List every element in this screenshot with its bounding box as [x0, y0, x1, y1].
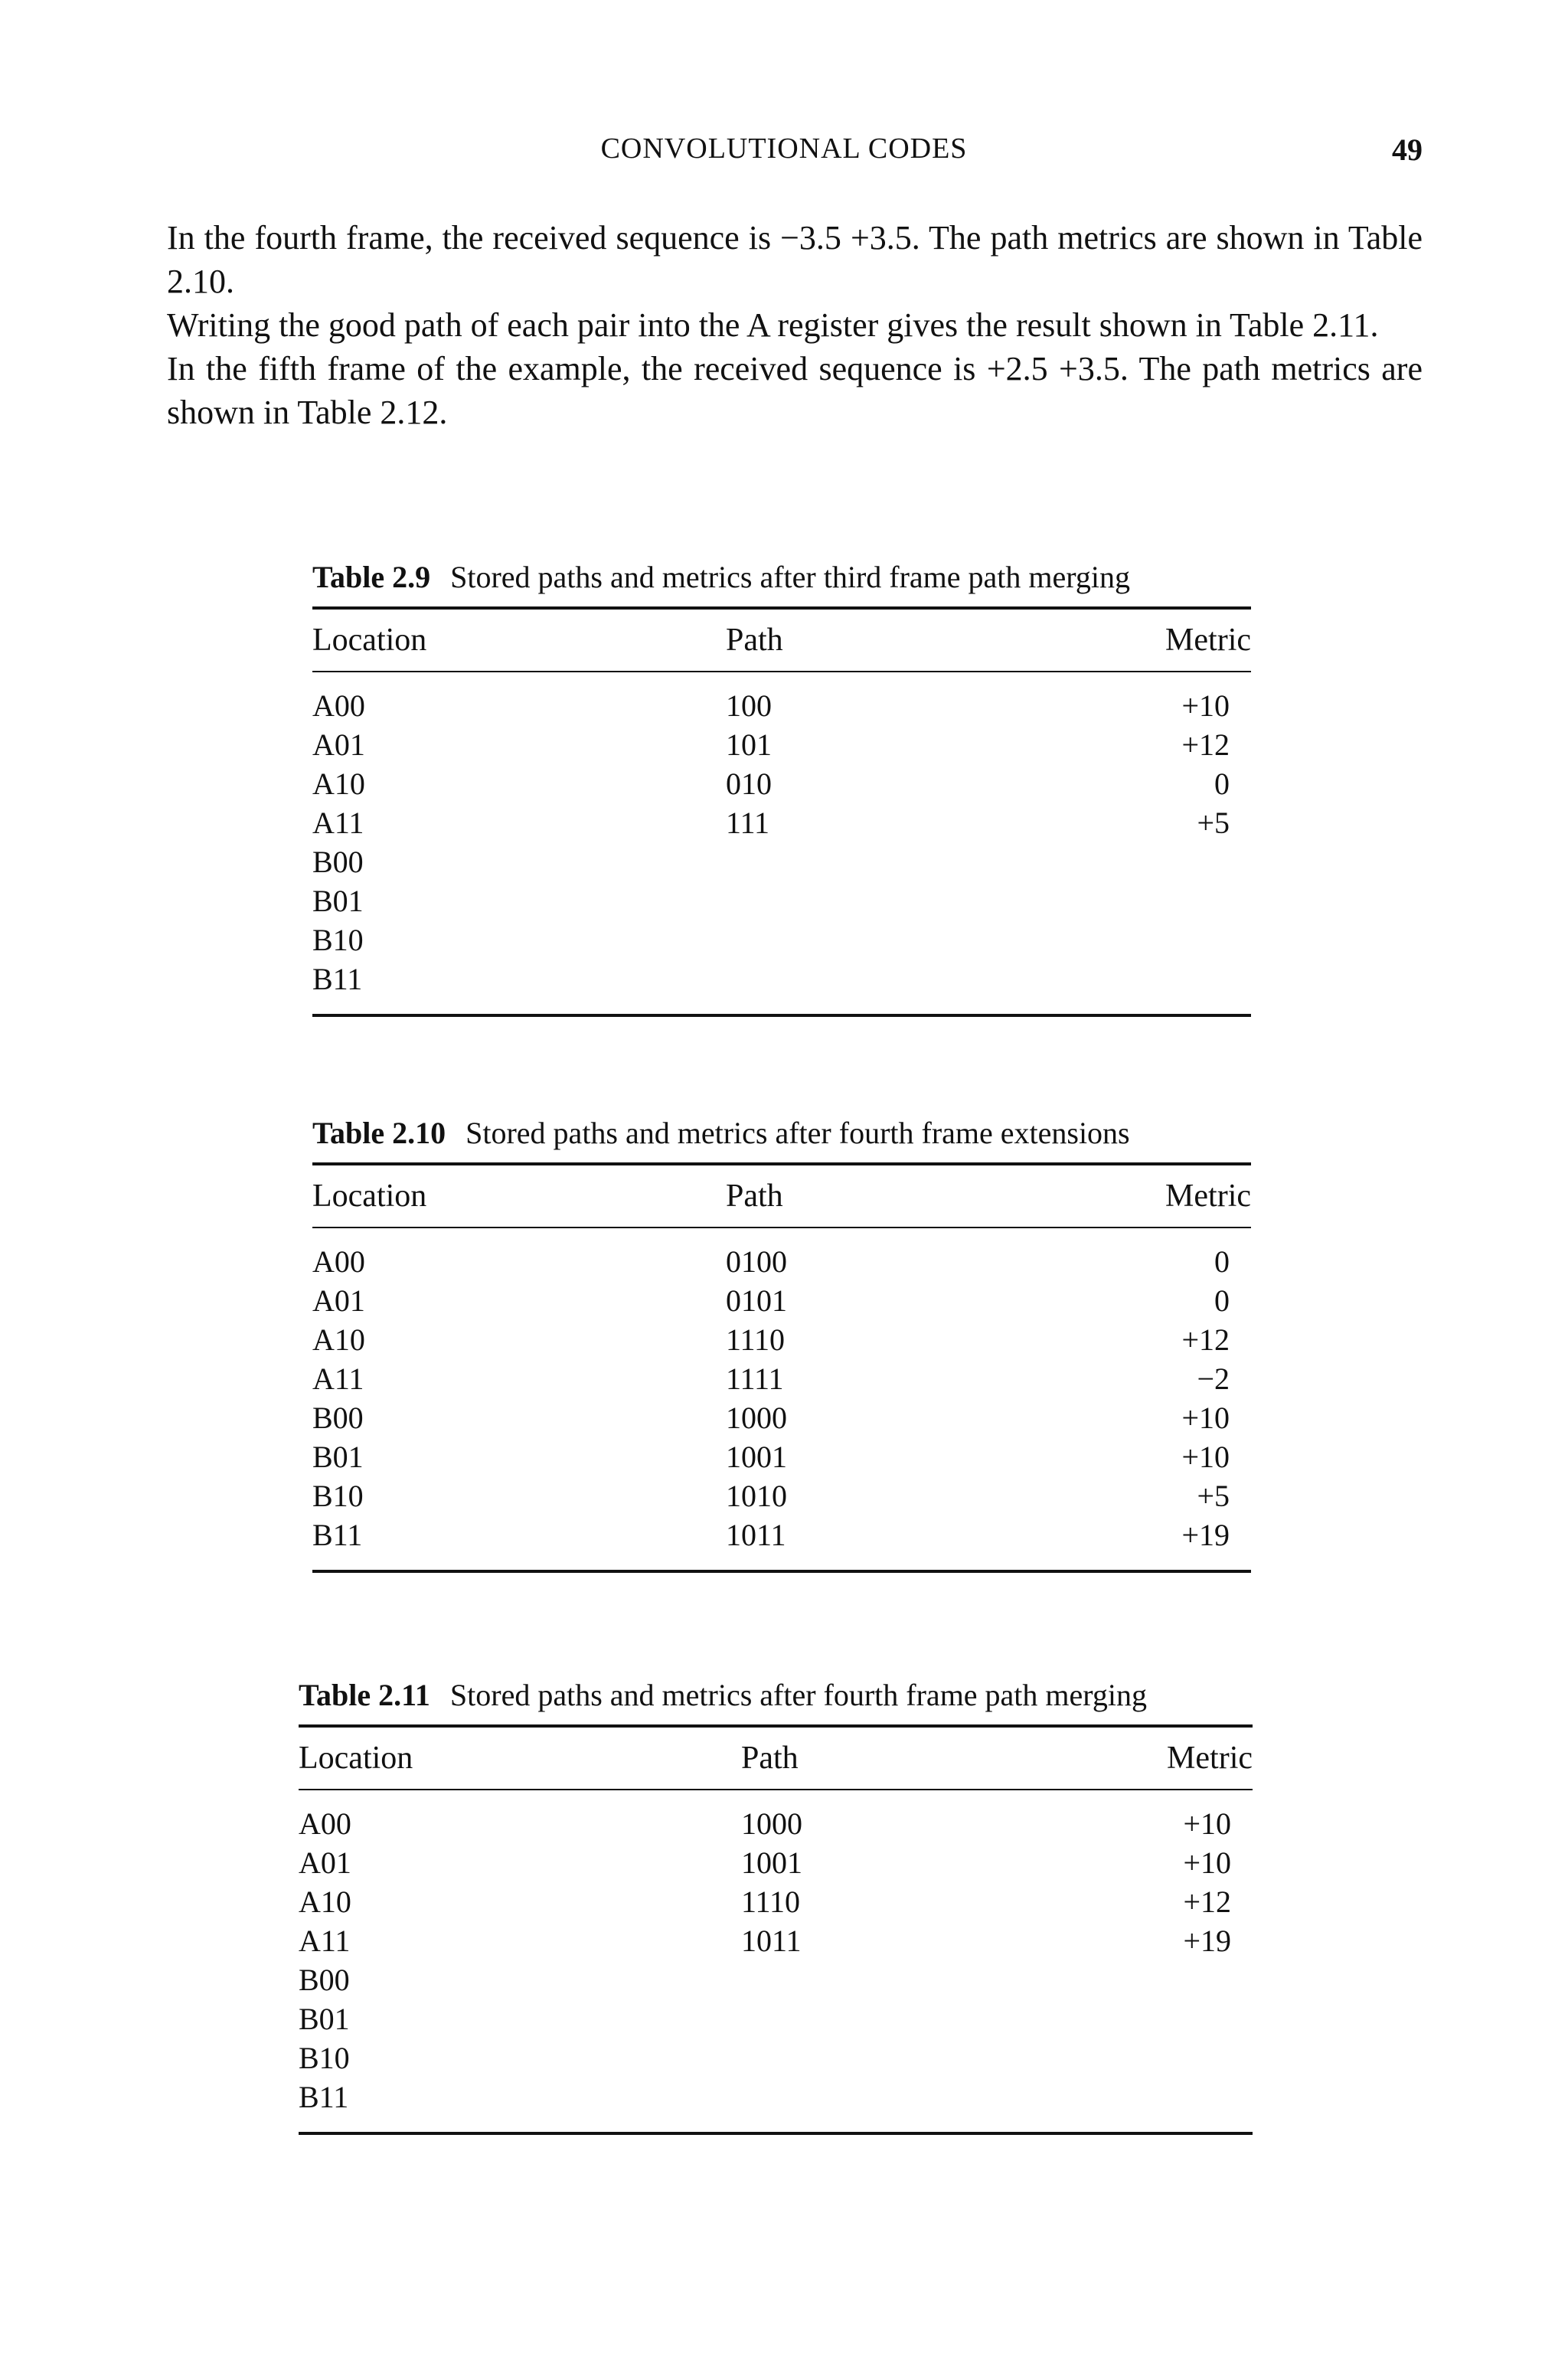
cell-path	[726, 881, 1124, 920]
table-header	[312, 1165, 1251, 1227]
table-row	[312, 1476, 1251, 1515]
column-header-metric: Metric	[1165, 1178, 1251, 1214]
cell-location: A10	[312, 1322, 365, 1357]
cell-path: 101	[726, 727, 772, 762]
table-row	[299, 2077, 1253, 2117]
cell-path: 111	[726, 806, 770, 840]
cell-metric	[1139, 2077, 1253, 2117]
cell-path: 1110	[726, 1322, 786, 1357]
cell-location: B00	[312, 1401, 364, 1435]
cell-metric: +19	[1183, 1924, 1231, 1958]
table-label: Table 2.10	[312, 1116, 446, 1150]
cell-location: A10	[312, 767, 365, 801]
table-header	[312, 610, 1251, 671]
cell-metric: +5	[1197, 1479, 1230, 1513]
cell-location: B10	[312, 1479, 364, 1513]
table-row	[312, 1359, 1251, 1398]
table-row	[299, 1882, 1253, 1921]
column-header-location: Location	[312, 623, 427, 658]
cell-location: B00	[312, 845, 364, 879]
cell-location: A10	[299, 1885, 351, 1919]
table-row	[312, 1281, 1251, 1320]
table-label: Table 2.9	[312, 560, 431, 594]
cell-location: A11	[299, 1924, 351, 1958]
table-body	[312, 672, 1251, 1014]
cell-path	[741, 2038, 1139, 2077]
table-bottom-rule	[312, 1014, 1251, 1017]
cell-metric: +10	[1181, 1440, 1230, 1474]
table-row	[312, 842, 1251, 881]
cell-location: B10	[299, 2041, 350, 2075]
cell-path: 1110	[741, 1885, 801, 1919]
cell-metric: +12	[1181, 727, 1230, 762]
cell-location: B11	[312, 1518, 363, 1552]
cell-path: 010	[726, 767, 772, 801]
cell-path	[726, 920, 1124, 959]
running-head	[0, 132, 1568, 175]
table-row	[299, 1999, 1253, 2038]
cell-path: 1001	[741, 1845, 802, 1880]
cell-location: A01	[312, 1283, 365, 1318]
table-caption-text: Stored paths and metrics after fourth frame extensions	[466, 1116, 1130, 1150]
table-row	[312, 1320, 1251, 1359]
cell-path: 1000	[741, 1806, 802, 1841]
cell-location: B01	[312, 1440, 364, 1474]
cell-metric	[1124, 920, 1251, 959]
cell-location: B01	[312, 884, 364, 918]
cell-metric: +12	[1181, 1322, 1230, 1357]
cell-location: A01	[299, 1845, 351, 1880]
cell-location: A00	[312, 1244, 365, 1279]
table-row	[312, 1515, 1251, 1554]
cell-location: A00	[299, 1806, 351, 1841]
cell-path: 100	[726, 688, 772, 723]
cell-path	[741, 1960, 1139, 1999]
cell-path: 1111	[726, 1362, 784, 1396]
cell-metric	[1124, 959, 1251, 999]
running-title: CONVOLUTIONAL CODES	[600, 132, 968, 165]
cell-location: A11	[312, 1362, 364, 1396]
table-row	[299, 1921, 1253, 1960]
table-row	[312, 803, 1251, 842]
page-number: 49	[1392, 132, 1423, 167]
table-row	[312, 1437, 1251, 1476]
table-2-9	[312, 553, 1251, 1017]
cell-metric: 0	[1214, 1244, 1230, 1279]
cell-location: A01	[312, 727, 365, 762]
cell-location: B00	[299, 1963, 350, 1997]
table-row	[312, 959, 1251, 999]
table-2-10	[312, 1109, 1251, 1573]
cell-location: B11	[299, 2080, 349, 2114]
table-row	[299, 2038, 1253, 2077]
table-caption	[312, 1109, 1251, 1158]
cell-location: A11	[312, 806, 364, 840]
cell-location: B11	[312, 962, 363, 996]
table-row	[312, 1242, 1251, 1281]
column-header-path: Path	[726, 623, 783, 658]
table-header	[299, 1728, 1253, 1789]
table-2-11	[299, 1671, 1253, 2135]
cell-metric: +10	[1181, 1401, 1230, 1435]
cell-path: 1001	[726, 1440, 787, 1474]
cell-metric	[1139, 2038, 1253, 2077]
table-row	[299, 1960, 1253, 1999]
table-row	[299, 1804, 1253, 1843]
cell-metric	[1124, 842, 1251, 881]
table-caption-text: Stored paths and metrics after third frame path merging	[450, 560, 1130, 594]
cell-path: 1000	[726, 1401, 787, 1435]
table-caption	[299, 1671, 1253, 1720]
cell-metric: 0	[1214, 1283, 1230, 1318]
column-header-location: Location	[312, 1178, 427, 1214]
column-header-path: Path	[741, 1741, 799, 1776]
table-row	[312, 764, 1251, 803]
table-caption-text: Stored paths and metrics after fourth frame path merging	[449, 1678, 1147, 1712]
table-body	[299, 1790, 1253, 2132]
table-row	[312, 725, 1251, 764]
paragraph: In the fifth frame of the example, the received sequence is +2.5 +3.5. The path metrics are shown in Table 2.12.	[167, 350, 1423, 431]
cell-metric: +12	[1183, 1885, 1231, 1919]
cell-metric: +10	[1183, 1806, 1231, 1841]
column-header-location: Location	[299, 1741, 413, 1776]
table-row	[312, 881, 1251, 920]
paragraph: In the fourth frame, the received sequence is −3.5 +3.5. The path metrics are shown in Table 2.10.	[167, 219, 1423, 300]
paragraph: Writing the good path of each pair into the A register gives the result shown in Table 2.11.	[167, 306, 1379, 344]
cell-metric	[1124, 881, 1251, 920]
table-body	[312, 1228, 1251, 1570]
table-row	[312, 1398, 1251, 1437]
cell-location: B01	[299, 2002, 350, 2036]
cell-path: 1010	[726, 1479, 787, 1513]
table-label: Table 2.11	[299, 1678, 430, 1712]
column-header-path: Path	[726, 1178, 783, 1214]
cell-metric: +10	[1181, 688, 1230, 723]
cell-path: 0101	[726, 1283, 787, 1318]
cell-path	[741, 2077, 1139, 2117]
cell-location: B10	[312, 923, 364, 957]
column-header-metric: Metric	[1167, 1741, 1253, 1776]
cell-metric: +19	[1181, 1518, 1230, 1552]
cell-path	[726, 842, 1124, 881]
cell-path	[741, 1999, 1139, 2038]
cell-path	[726, 959, 1124, 999]
cell-metric: −2	[1197, 1362, 1230, 1396]
cell-location: A00	[312, 688, 365, 723]
table-row	[312, 920, 1251, 959]
column-header-metric: Metric	[1165, 623, 1251, 658]
cell-path: 1011	[741, 1924, 802, 1958]
cell-metric: +5	[1197, 806, 1230, 840]
table-bottom-rule	[312, 1570, 1251, 1573]
cell-path: 0100	[726, 1244, 787, 1279]
cell-metric: +10	[1183, 1845, 1231, 1880]
cell-metric: 0	[1214, 767, 1230, 801]
cell-path: 1011	[726, 1518, 786, 1552]
cell-metric	[1139, 1999, 1253, 2038]
table-row	[299, 1843, 1253, 1882]
body-text	[167, 216, 1423, 434]
table-bottom-rule	[299, 2132, 1253, 2135]
cell-metric	[1139, 1960, 1253, 1999]
table-row	[312, 686, 1251, 725]
table-caption	[312, 553, 1251, 602]
